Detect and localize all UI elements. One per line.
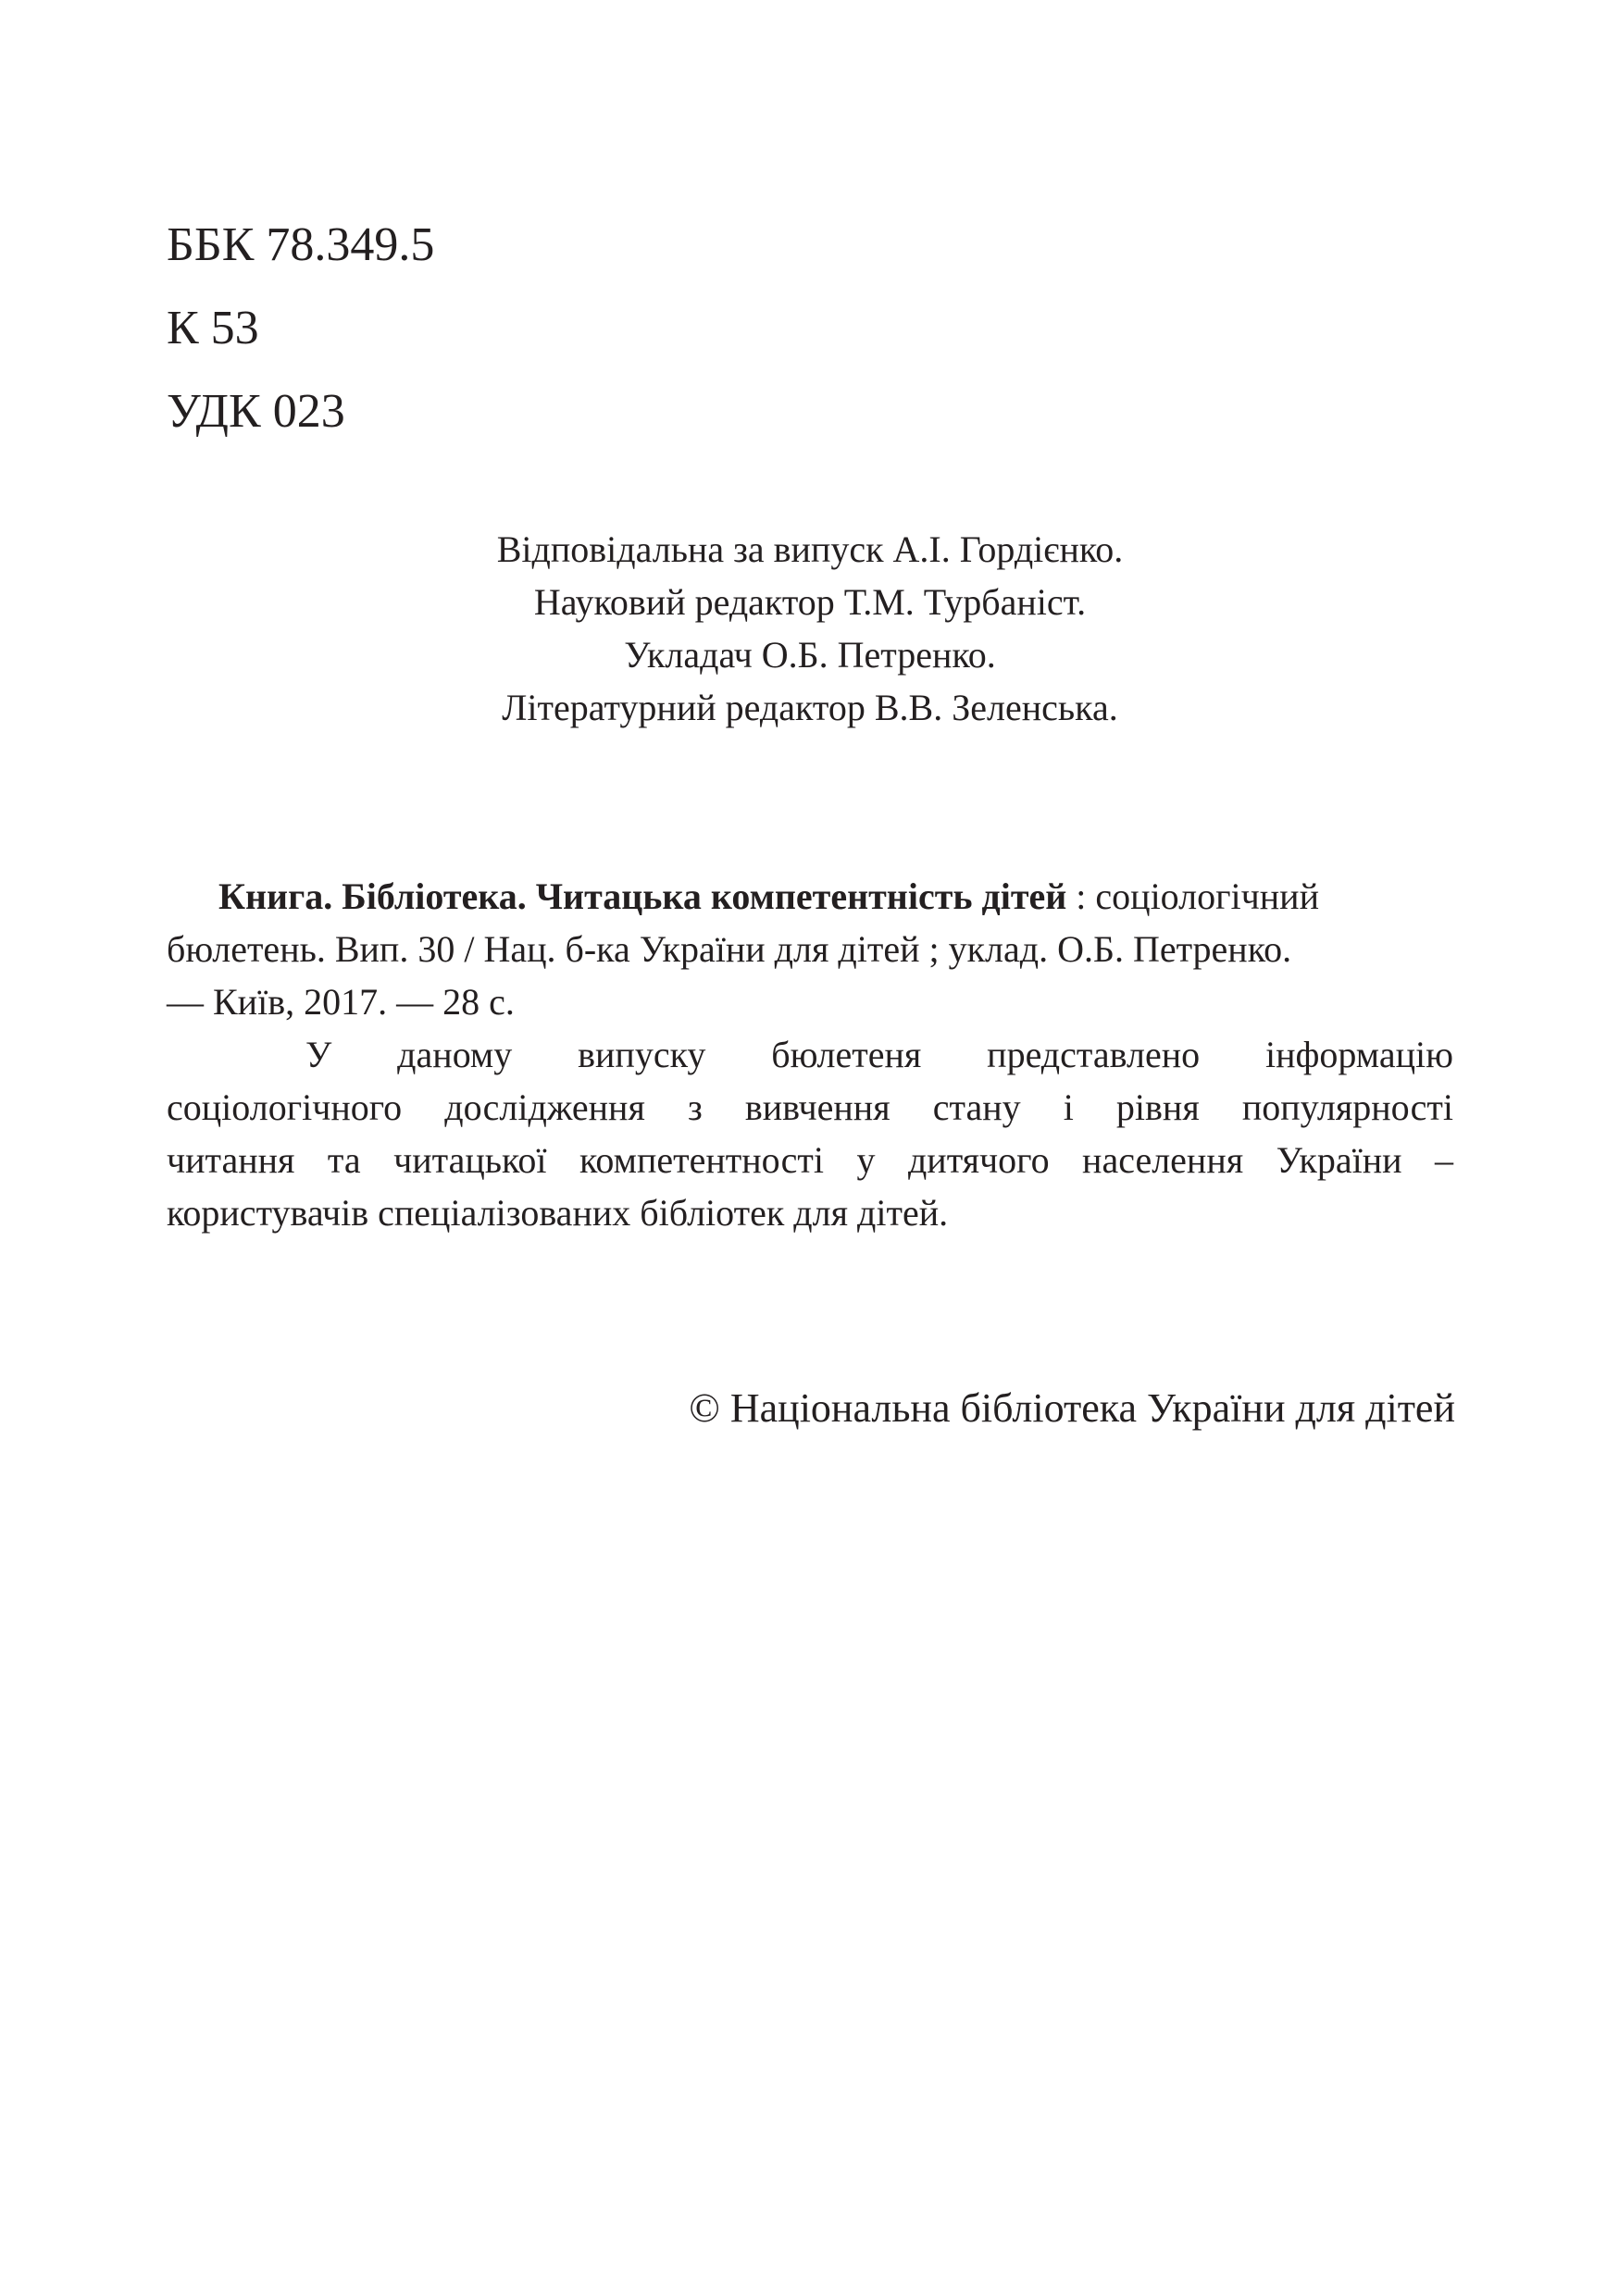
entry-imprint: — Київ, 2017. — 28 с. <box>167 981 515 1023</box>
udk-code: УДК 023 <box>167 385 345 438</box>
abstract-line: читання та читацької компетентності у дитячого населення України – <box>167 1139 1453 1181</box>
entry-subtitle: : соціологічний <box>1066 875 1319 917</box>
credit-responsible: Відповідальна за випуск А.І. Гордієнко. <box>496 528 1124 570</box>
credits-block <box>407 523 1213 734</box>
credit-literary-editor: Літературний редактор В.В. Зеленська. <box>502 687 1118 728</box>
bibliographic-description <box>167 870 1453 1239</box>
abstract-line: У даному випуску бюлетеня представлено інформацію <box>305 1034 1453 1075</box>
bbk-code: ББК 78.349.5 <box>167 218 435 271</box>
classification-codes <box>167 204 434 453</box>
abstract <box>167 1028 1453 1239</box>
credit-compiler: Укладач О.Б. Петренко. <box>624 634 996 676</box>
author-mark: К 53 <box>167 302 259 354</box>
copyright-notice: © Національна бібліотека України для дітей <box>689 1385 1455 1431</box>
abstract-line: користувачів спеціалізованих бібліотек для дітей. <box>167 1192 949 1234</box>
credit-scientific-editor: Науковий редактор Т.М. Турбаніст. <box>533 581 1087 623</box>
book-title: Книга. Бібліотека. Читацька компетентність дітей <box>218 875 1067 917</box>
entry-publication: бюлетень. Вип. 30 / Нац. б-ка України для дітей ; уклад. О.Б. Петренко. <box>167 928 1292 970</box>
abstract-line: соціологічного дослідження з вивчення стану і рівня популярності <box>167 1086 1453 1128</box>
bibliographic-entry <box>167 870 1453 1028</box>
